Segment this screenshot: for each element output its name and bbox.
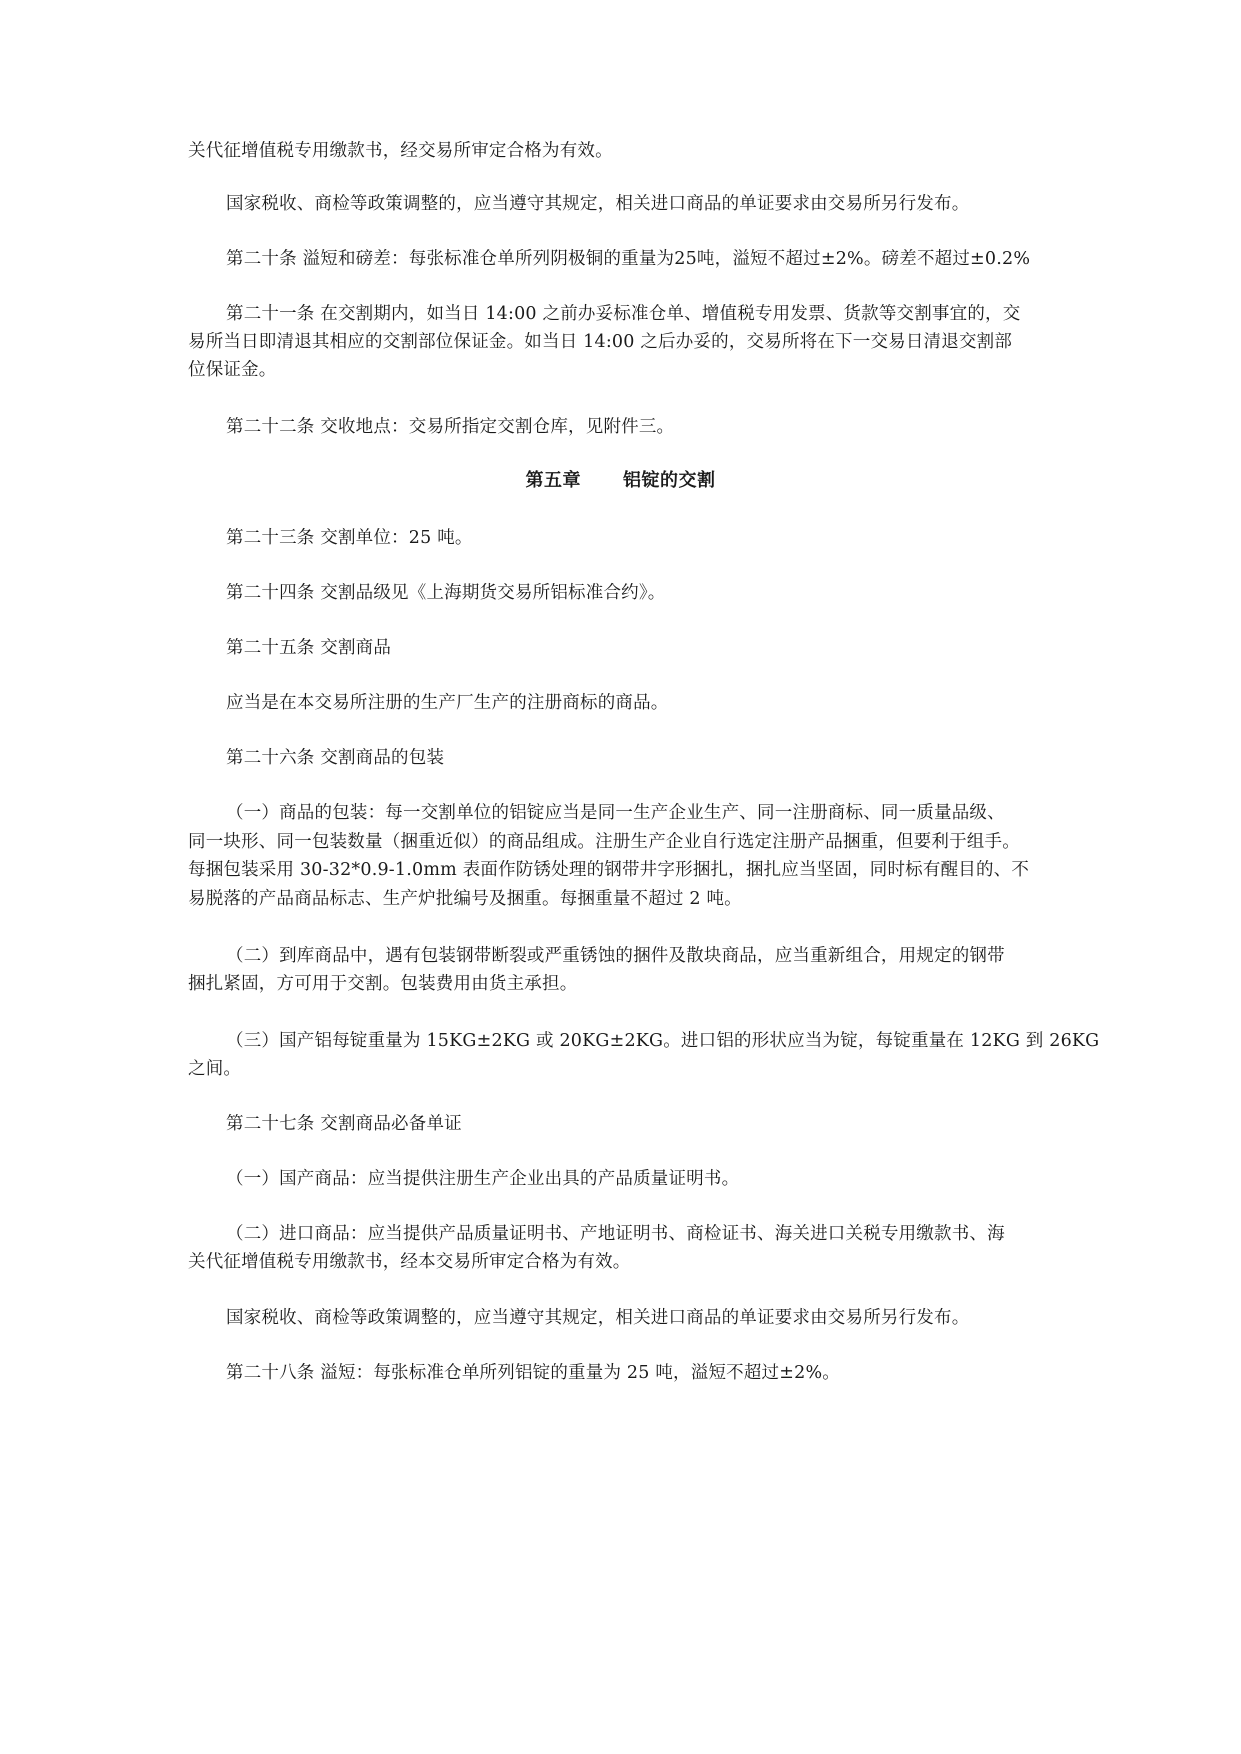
chapter-title: 铝锭的交割: [623, 470, 716, 491]
item-1-line-2: 同一块形、同一包装数量（捆重近似）的商品组成。注册生产企业自行选定注册产品捆重，但要利于组手。: [188, 832, 1020, 852]
item-domestic: （一）国产商品：应当提供注册生产企业出具的产品质量证明书。: [226, 1169, 740, 1189]
item-1-line-1: （一）商品的包装：每一交割单位的铝锭应当是同一生产企业生产、同一注册商标、同一质量品级、: [226, 803, 1005, 823]
item-1-line-4: 易脱落的产品商品标志、生产炉批编号及捆重。每捆重量不超过 2 吨。: [188, 889, 742, 909]
item-import-line-2: 关代征增值税专用缴款书，经本交易所审定合格为有效。: [188, 1252, 631, 1272]
item-2-line-1: （二）到库商品中，遇有包装钢带断裂或严重锈蚀的捆件及散块商品，应当重新组合，用规定的钢带: [226, 946, 1005, 966]
article-20: 第二十条 溢短和磅差：每张标准仓单所列阴极铜的重量为25吨，溢短不超过±2%。磅差不超过±0.2%: [226, 249, 1031, 269]
article-23: 第二十三条 交割单位：25 吨。: [226, 528, 473, 548]
paragraph-line: 国家税收、商检等政策调整的，应当遵守其规定，相关进口商品的单证要求由交易所另行发布。: [226, 1308, 970, 1328]
article-27: 第二十七条 交割商品必备单证: [226, 1114, 462, 1134]
chapter-number: 第五章: [525, 470, 581, 491]
article-25: 第二十五条 交割商品: [226, 638, 392, 658]
article-21-line-2: 易所当日即清退其相应的交割部位保证金。如当日 14:00 之后办妥的，交易所将在下一交易日清退交割部: [188, 332, 1013, 352]
item-import-line-1: （二）进口商品：应当提供产品质量证明书、产地证明书、商检证书、海关进口关税专用缴款书、海: [226, 1224, 1005, 1244]
article-26: 第二十六条 交割商品的包装: [226, 748, 445, 768]
article-28: 第二十八条 溢短：每张标准仓单所列铝锭的重量为 25 吨，溢短不超过±2%。: [226, 1363, 840, 1383]
article-21-line-3: 位保证金。: [188, 360, 277, 380]
item-3-line-2: 之间。: [188, 1059, 242, 1079]
item-3-line-1: （三）国产铝每锭重量为 15KG±2KG 或 20KG±2KG。进口铝的形状应当为锭，每锭重量在 12KG 到 26KG: [226, 1031, 1100, 1051]
item-1-line-3: 每捆包装采用 30-32*0.9-1.0mm 表面作防锈处理的钢带井字形捆扎，捆扎应当坚固，同时标有醒目的、不: [188, 860, 1030, 880]
article-24: 第二十四条 交割品级见《上海期货交易所铝标准合约》。: [226, 583, 666, 603]
article-22: 第二十二条 交收地点：交易所指定交割仓库，见附件三。: [226, 417, 675, 437]
chapter-heading: [0, 469, 1241, 493]
article-21-line-1: 第二十一条 在交割期内，如当日 14:00 之前办妥标准仓单、增值税专用发票、货款等交割事宜的，交: [226, 304, 1021, 324]
paragraph-line: 应当是在本交易所注册的生产厂生产的注册商标的商品。: [226, 693, 669, 713]
paragraph-line: 国家税收、商检等政策调整的，应当遵守其规定，相关进口商品的单证要求由交易所另行发布。: [226, 194, 970, 214]
item-2-line-2: 捆扎紧固，方可用于交割。包装费用由货主承担。: [188, 974, 578, 994]
paragraph-line: 关代征增值税专用缴款书，经交易所审定合格为有效。: [188, 141, 613, 161]
